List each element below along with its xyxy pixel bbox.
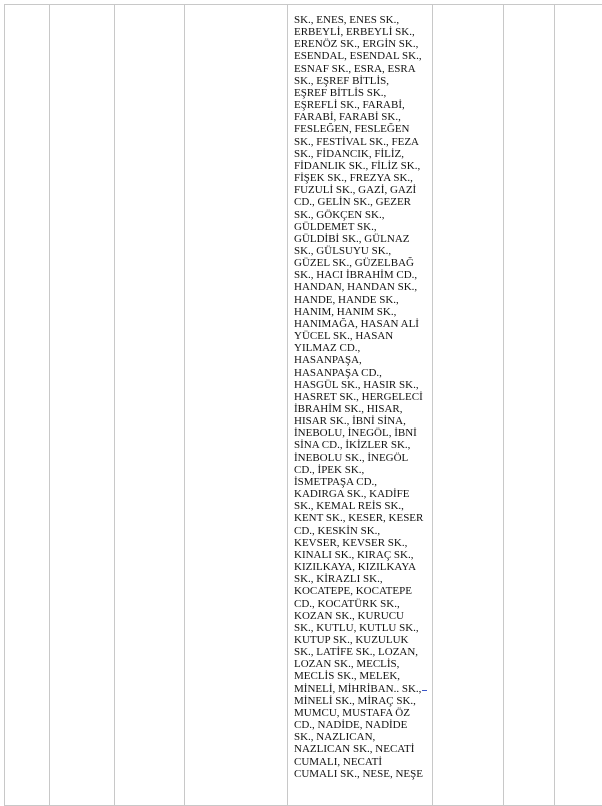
- street-list-line: ERENÖZ SK., ERGİN SK.,: [294, 38, 426, 50]
- street-list-line: MUMCU, MUSTAFA ÖZ: [294, 707, 426, 719]
- street-list-line: GÜZEL SK., GÜZELBAĞ: [294, 257, 426, 269]
- street-list-line: MECLİS SK., MELEK,: [294, 670, 426, 682]
- street-list-line: CD., NADİDE, NADİDE: [294, 719, 426, 731]
- street-list-line: CD., GELİN SK., GEZER: [294, 196, 426, 208]
- street-list-line: SK., GÖKÇEN SK.,: [294, 209, 426, 221]
- street-list-line: MİNELİ SK., MİRAÇ SK.,: [294, 695, 426, 707]
- street-list-line: CD., KOCATÜRK SK.,: [294, 598, 426, 610]
- street-list-line: FARABİ, FARABİ SK.,: [294, 111, 426, 123]
- street-list-line: MİNELİ, MİHRİBAN.. SK.,: [294, 683, 426, 695]
- street-list-line: YÜCEL SK., HASAN: [294, 330, 426, 342]
- street-list-line: HANIM, HANIM SK.,: [294, 306, 426, 318]
- street-list-line: KOZAN SK., KURUCU: [294, 610, 426, 622]
- street-list-line: KADIRGA SK., KADİFE: [294, 488, 426, 500]
- street-list-line: CUMALI SK., NESE, NEŞE: [294, 768, 426, 780]
- street-list-line: SK., FESTİVAL SK., FEZA: [294, 136, 426, 148]
- street-list-line: İNEBOLU SK., İNEGÖL: [294, 452, 426, 464]
- street-list-line: NAZLICAN SK., NECATİ: [294, 743, 426, 755]
- street-list-line: HANDE, HANDE SK.,: [294, 294, 426, 306]
- street-list-line: FESLEĞEN, FESLEĞEN: [294, 123, 426, 135]
- street-list-line: SK., LATİFE SK., LOZAN,: [294, 646, 426, 658]
- street-list-line: SK., GÜLSUYU SK.,: [294, 245, 426, 257]
- street-list-line: KENT SK., KESER, KESER: [294, 512, 426, 524]
- street-list-line: GÜLDEMET SK.,: [294, 221, 426, 233]
- street-list-line: SK., FİDANCIK, FİLİZ,: [294, 148, 426, 160]
- street-list-line: SK., EŞREF BİTLİS,: [294, 75, 426, 87]
- table-cell-3: [115, 5, 185, 806]
- street-list-line: İNEBOLU, İNEGÖL, İBNİ: [294, 427, 426, 439]
- street-list-line: ERBEYLİ, ERBEYLİ SK.,: [294, 26, 426, 38]
- street-list-line: EŞREFLİ SK., FARABİ,: [294, 99, 426, 111]
- table-cell-1: [5, 5, 50, 806]
- street-list-line: GÜLDİBİ SK., GÜLNAZ: [294, 233, 426, 245]
- street-list-line: HASANPAŞA,: [294, 354, 426, 366]
- street-list-line: KUTUP SK., KUZULUK: [294, 634, 426, 646]
- street-list-line: LOZAN SK., MECLİS,: [294, 658, 426, 670]
- street-list-line: FİDANLIK SK., FİLİZ SK.,: [294, 160, 426, 172]
- street-list-line: HASANPAŞA CD.,: [294, 367, 426, 379]
- street-list-cell: [288, 5, 433, 806]
- table-cell-6: [433, 5, 504, 806]
- street-list-line: KEVSER, KEVSER SK.,: [294, 537, 426, 549]
- street-list-line: İSMETPAŞA CD.,: [294, 476, 426, 488]
- street-list-line: HISAR SK., İBNİ SİNA,: [294, 415, 426, 427]
- street-list-line: CD., KESKİN SK.,: [294, 525, 426, 537]
- street-list-line: HANIMAĞA, HASAN ALİ: [294, 318, 426, 330]
- street-list-line: CUMALI, NECATİ: [294, 756, 426, 768]
- street-list-line: İBRAHİM SK., HISAR,: [294, 403, 426, 415]
- street-list-line: SK., KİRAZLI SK.,: [294, 573, 426, 585]
- street-list-line: HANDAN, HANDAN SK.,: [294, 281, 426, 293]
- table-cell-2: [50, 5, 115, 806]
- street-list-line: KIZILKAYA, KIZILKAYA: [294, 561, 426, 573]
- street-list-line: CD., İPEK SK.,: [294, 464, 426, 476]
- street-list-line: ESNAF SK., ESRA, ESRA: [294, 63, 426, 75]
- table-cell-7: [504, 5, 555, 806]
- street-list-line: ESENDAL, ESENDAL SK.,: [294, 50, 426, 62]
- street-list-line: FUZULİ SK., GAZİ, GAZİ: [294, 184, 426, 196]
- street-list-line: SK., NAZLICAN,: [294, 731, 426, 743]
- street-list-line: SK., HACI İBRAHİM CD.,: [294, 269, 426, 281]
- table-row: [5, 5, 602, 806]
- street-list-line: EŞREF BİTLİS SK.,: [294, 87, 426, 99]
- street-list-line: SİNA CD., İKİZLER SK.,: [294, 439, 426, 451]
- street-list-line: KINALI SK., KIRAÇ SK.,: [294, 549, 426, 561]
- table-cell-4: [185, 5, 288, 806]
- street-list-line: YILMAZ CD.,: [294, 342, 426, 354]
- revision-mark-icon: [422, 687, 427, 691]
- street-list-text: [288, 5, 432, 780]
- street-list-line: HASRET SK., HERGELECİ: [294, 391, 426, 403]
- street-list-line: HASGÜL SK., HASIR SK.,: [294, 379, 426, 391]
- table-cell-8: [555, 5, 602, 806]
- street-list-line: SK., KUTLU, KUTLU SK.,: [294, 622, 426, 634]
- street-list-line: FİŞEK SK., FREZYA SK.,: [294, 172, 426, 184]
- street-list-line: SK., KEMAL REİS SK.,: [294, 500, 426, 512]
- street-list-line: KOCATEPE, KOCATEPE: [294, 585, 426, 597]
- address-table: [4, 4, 602, 806]
- street-list-line: SK., ENES, ENES SK.,: [294, 14, 426, 26]
